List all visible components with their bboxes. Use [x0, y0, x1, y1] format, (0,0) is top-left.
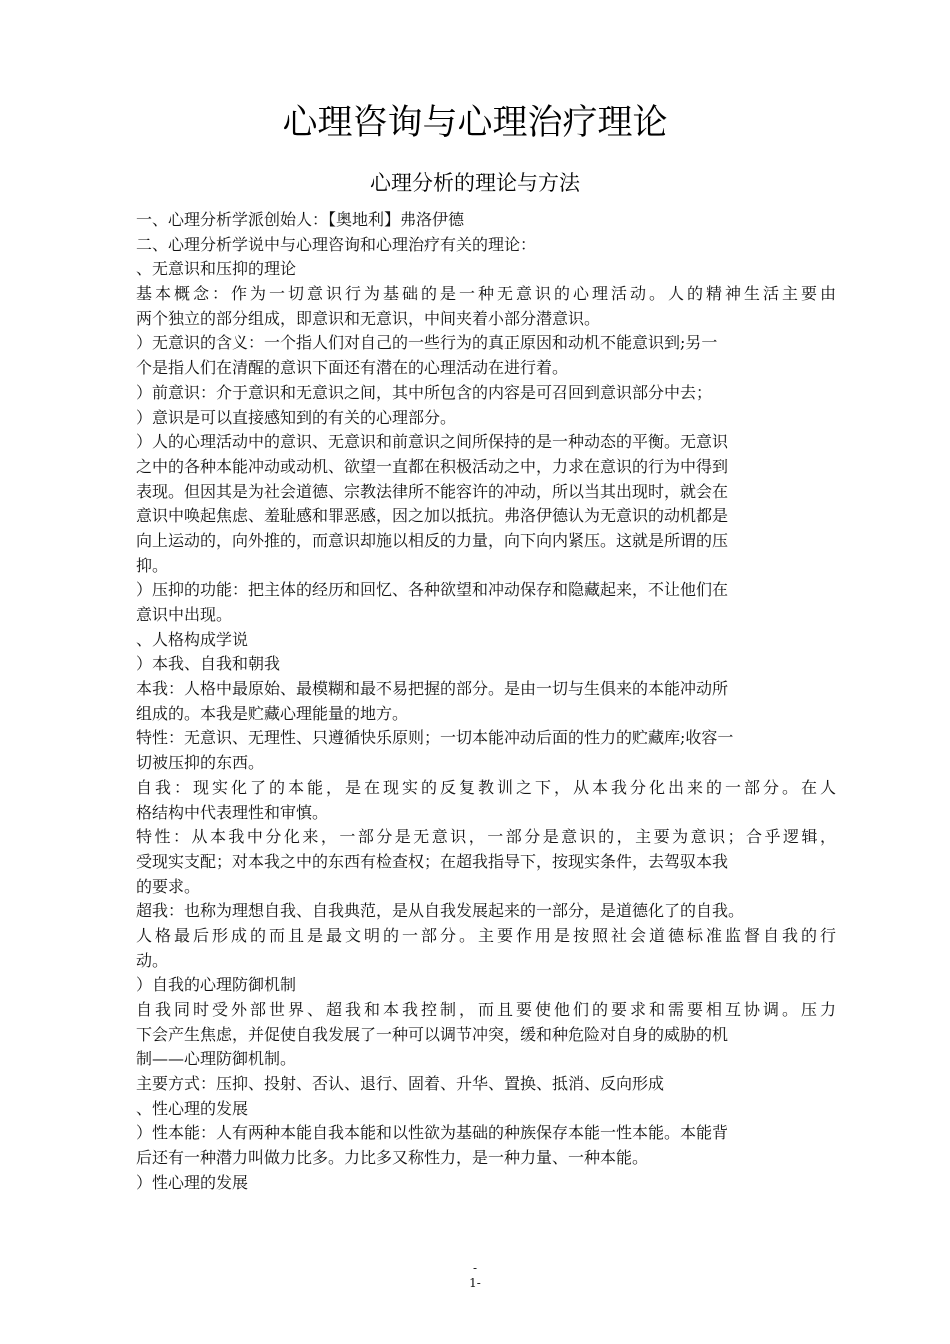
page-number: 1- [469, 1276, 481, 1290]
text-line: 主要方式：压抑、投射、否认、退行、固着、升华、置换、抵消、反向形成 [136, 1074, 665, 1094]
text-line [136, 1220, 836, 1245]
text-line: 二、心理分析学说中与心理咨询和心理治疗有关的理论： [136, 234, 537, 254]
text-line: ）压抑的功能：把主体的经历和回忆、各种欲望和冲动保存和隐藏起来，不让他们在 [136, 580, 729, 600]
text-line: 、无意识和压抑的理论 [136, 259, 297, 279]
section-title: 心理分析的理论与方法 [370, 171, 580, 195]
text-line: 的要求。 [136, 876, 201, 896]
text-line: 动。 [136, 950, 169, 970]
text-line: ）本我、自我和朝我 [136, 654, 281, 674]
page-footer [0, 1261, 950, 1291]
text-line: 受现实支配；对本我之中的东西有检查权；在超我指导下，按现实条件，去驾驭本我 [136, 851, 729, 871]
text-line: 格结构中代表理性和审慎。 [136, 802, 329, 822]
text-line: ）人的心理活动中的意识、无意识和前意识之间所保持的是一种动态的平衡。无意识 [136, 432, 729, 452]
document-body [136, 208, 836, 1294]
text-line: 一、心理分析学派创始人：【奥地利】弗洛伊德 [136, 210, 465, 229]
text-line: ）无意识的含义：一个指人们对自己的一些行为的真正原因和动机不能意识到;另一 [136, 333, 718, 353]
text-line: 超我：也称为理想自我、自我典范，是从自我发展起来的一部分，是道德化了的自我。 [136, 901, 745, 921]
text-line: ）性本能：人有两种本能自我本能和以性欲为基础的种族保存本能一性本能。本能背 [136, 1123, 729, 1143]
text-line: ）性心理的发展 [136, 1172, 249, 1192]
text-line: 两个独立的部分组成，即意识和无意识，中间夹着小部分潜意识。 [136, 308, 601, 328]
text-line: 意识中出现。 [136, 605, 233, 624]
text-line: 基本概念：作为一切意识行为基础的是一种无意识的心理活动。人的精神生活主要由 [136, 284, 836, 304]
text-line: 自我：现实化了的本能，是在现实的反复教训之下，从本我分化出来的一部分。在人 [136, 777, 836, 797]
text-line: 、人格构成学说 [136, 629, 249, 649]
text-line: 自我同时受外部世界、超我和本我控制，而且要使他们的要求和需要相互协调。压力 [136, 1000, 836, 1019]
footer-dash: - [472, 1261, 478, 1275]
text-line: 后还有一种潜力叫做力比多。力比多又称性力，是一种力量、一种本能。 [136, 1148, 649, 1168]
text-line: 人格最后形成的而且是最文明的一部分。主要作用是按照社会道德标准监督自我的行 [136, 925, 836, 945]
text-line: 特性：从本我中分化来，一部分是无意识，一部分是意识的，主要为意识；合乎逻辑， [136, 827, 836, 847]
text-line: 意识中唤起焦虑、羞耻感和罪恶感，因之加以抵抗。弗洛伊德认为无意识的动机都是 [136, 506, 729, 526]
text-line: 本我：人格中最原始、最模糊和最不易把握的部分。是由一切与生俱来的本能冲动所 [136, 679, 729, 699]
text-line: 制——心理防御机制。 [136, 1049, 297, 1069]
text-line: 之中的各种本能冲动或动机、欲望一直都在积极活动之中，力求在意识的行为中得到 [136, 456, 729, 476]
text-line: ）意识是可以直接感知到的有关的心理部分。 [136, 407, 457, 427]
text-line: 抑。 [136, 555, 169, 575]
text-line: 切被压抑的东西。 [136, 753, 265, 773]
text-line: 下会产生焦虑，并促使自我发展了一种可以调节冲突，缓和种危险对自身的威胁的机 [136, 1024, 729, 1044]
text-line: 、性心理的发展 [136, 1098, 249, 1118]
text-line: ）前意识：介于意识和无意识之间，其中所包含的内容是可召回到意识部分中去； [136, 382, 713, 402]
text-line: 特性：无意识、无理性、只遵循快乐原则；一切本能冲动后面的性力的贮藏库;收容一 [136, 728, 734, 748]
text-line: 向上运动的，向外推的，而意识却施以相反的力量，向下向内紧压。这就是所谓的压 [136, 530, 729, 550]
text-line: 个是指人们在清醒的意识下面还有潜在的心理活动在进行着。 [136, 358, 569, 378]
document-title: 心理咨询与心理治疗理论 [282, 103, 668, 143]
text-line: 表现。但因其是为社会道德、宗教法律所不能容许的冲动，所以当其出现时，就会在 [136, 481, 729, 501]
text-line: ）自我的心理防御机制 [136, 975, 297, 995]
text-line [136, 1196, 836, 1221]
text-line: 组成的。本我是贮藏心理能量的地方。 [136, 703, 409, 723]
